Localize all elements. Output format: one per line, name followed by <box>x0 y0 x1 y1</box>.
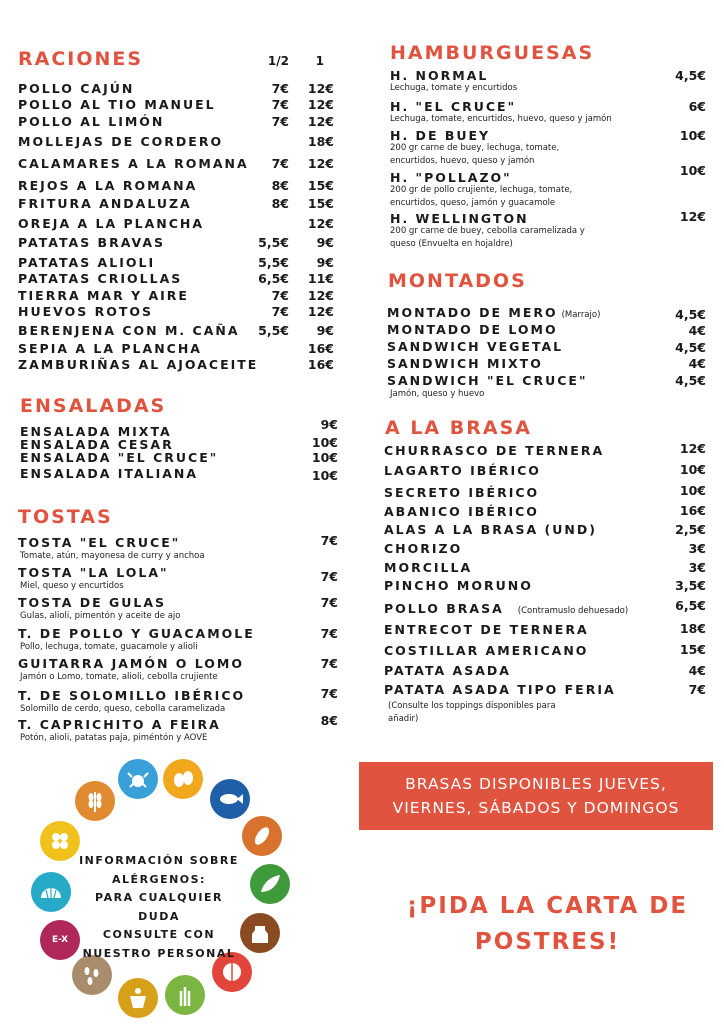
hamburguesa-name: H. NORMAL <box>390 68 489 83</box>
brasa-name-text: COSTILLAR AMERICANO <box>384 643 589 658</box>
brasa-price: 16€ <box>679 503 706 518</box>
montado-name <box>387 339 563 354</box>
tosta-desc: Miel, queso y encurtidos <box>20 581 124 591</box>
brasa-name <box>384 601 628 616</box>
tosta-price: 7€ <box>320 569 338 584</box>
brasa-name-text: PATATA ASADA TIPO FERIA <box>384 682 616 697</box>
racion-name: REJOS A LA ROMANA <box>18 178 198 193</box>
gluten-icon <box>75 781 115 821</box>
racion-price-half: 7€ <box>271 81 289 96</box>
tosta-desc: Tomate, atún, mayonesa de curry y anchoa <box>20 551 205 561</box>
montado-note: (Marrajo) <box>561 310 601 320</box>
hamburguesas-title: HAMBURGUESAS <box>390 42 595 64</box>
racion-price-half: 8€ <box>271 178 289 193</box>
racion-name: POLLO AL LIMÓN <box>18 114 165 129</box>
brasa-price: 18€ <box>679 621 706 636</box>
tosta-desc: Potón, alioli, patatas paja, piméntón y AOVE <box>20 733 208 743</box>
brasa-price: 10€ <box>679 462 706 477</box>
racion-price-full: 11€ <box>307 271 334 286</box>
allergen-line-2: ALÉRGENOS: <box>112 872 206 886</box>
montado-price: 4€ <box>688 323 706 338</box>
racion-name: FRITURA ANDALUZA <box>18 196 192 211</box>
racion-price-half: 5,5€ <box>258 255 289 270</box>
brasa-name-text: CHURRASCO DE TERNERA <box>384 443 605 458</box>
racion-name: POLLO AL TIO MANUEL <box>18 97 216 112</box>
tosta-name: TOSTA "EL CRUCE" <box>18 535 181 550</box>
hamburguesa-name: H. WELLINGTON <box>390 211 529 226</box>
hamburguesa-desc-2: encurtidos, huevo, queso y jamón <box>390 156 535 166</box>
ensalada-price: 9€ <box>320 417 338 432</box>
celery-icon <box>165 975 205 1015</box>
hamburguesa-desc-2: queso (Envuelta en hojaldre) <box>390 239 513 249</box>
brasa-name-text: PATATA ASADA <box>384 663 511 678</box>
allergen-line-1: INFORMACIÓN SOBRE <box>79 854 239 867</box>
racion-price-full: 9€ <box>316 235 334 250</box>
ensalada-price: 10€ <box>311 435 338 450</box>
montados-title: MONTADOS <box>388 270 527 292</box>
brasa-name <box>384 578 533 593</box>
banner-line-1: BRASAS DISPONIBLES JUEVES, <box>405 775 667 793</box>
hamburguesa-price: 10€ <box>679 163 706 178</box>
racion-name: SEPIA A LA PLANCHA <box>18 341 202 356</box>
hamburguesa-price: 10€ <box>679 128 706 143</box>
milk-icon <box>240 913 280 953</box>
brasa-name <box>384 504 539 519</box>
racion-name: HUEVOS ROTOS <box>18 304 153 319</box>
brasa-name-text: ALAS A LA BRASA (UND) <box>384 522 597 537</box>
brasa-price: 3€ <box>688 541 706 556</box>
brasa-price: 3€ <box>688 560 706 575</box>
montado-price: 4,5€ <box>675 307 706 322</box>
hamburguesa-desc-2: encurtidos, queso, jamón y guacamole <box>390 198 556 208</box>
racion-price-full: 12€ <box>307 216 334 231</box>
tosta-price: 7€ <box>320 626 338 641</box>
racion-name: PATATAS ALIOLI <box>18 255 156 270</box>
tosta-price: 7€ <box>320 595 338 610</box>
hamburguesa-price: 4,5€ <box>675 68 706 83</box>
racion-price-full: 12€ <box>307 288 334 303</box>
brasa-price: 6,5€ <box>675 598 706 613</box>
brasas-banner <box>359 762 713 830</box>
brasa-price: 2,5€ <box>675 522 706 537</box>
sulphites-label: E-X <box>51 935 69 945</box>
tosta-name: TOSTA DE GULAS <box>18 595 167 610</box>
tosta-name: GUITARRA JAMÓN O LOMO <box>18 656 244 671</box>
tosta-price: 7€ <box>320 686 338 701</box>
brasa-name-text: MORCILLA <box>384 560 473 575</box>
hamburguesa-name: H. DE BUEY <box>390 128 491 143</box>
brasa-name-text: LAGARTO IBÉRICO <box>384 463 541 478</box>
postres-callout <box>395 888 700 960</box>
tosta-desc: Pollo, lechuga, tomate, guacamole y alioli <box>20 642 198 652</box>
tosta-price: 7€ <box>320 656 338 671</box>
racion-name: OREJA A LA PLANCHA <box>18 216 205 231</box>
brasa-price: 10€ <box>679 483 706 498</box>
racion-price-full: 12€ <box>307 156 334 171</box>
racion-price-full: 9€ <box>316 323 334 338</box>
racion-price-full: 12€ <box>307 97 334 112</box>
montado-name-text: MONTADO DE LOMO <box>387 322 558 337</box>
montado-name <box>387 373 587 388</box>
ensalada-name: ENSALADA MIXTA <box>20 424 172 439</box>
hamburguesa-price: 6€ <box>688 99 706 114</box>
brasa-price: 15€ <box>679 642 706 657</box>
racion-name: BERENJENA CON M. CAÑA <box>18 323 240 338</box>
soy-icon <box>250 864 290 904</box>
racion-name: POLLO CAJÚN <box>18 81 135 96</box>
brasa-name-text: PINCHO MORUNO <box>384 578 533 593</box>
brasa-note: (Contramuslo dehuesado) <box>517 606 629 616</box>
racion-price-full: 16€ <box>307 357 334 372</box>
hamburguesa-name: H. "POLLAZO" <box>390 170 512 185</box>
racion-price-full: 12€ <box>307 304 334 319</box>
racion-price-full: 12€ <box>307 114 334 129</box>
brasa-name <box>384 622 589 637</box>
brasa-name <box>384 522 597 537</box>
montado-price: 4€ <box>688 356 706 371</box>
brasa-name <box>384 663 511 678</box>
raciones-title: RACIONES <box>18 48 144 70</box>
tosta-desc: Gulas, alioli, pimentón y aceite de ajo <box>20 611 181 621</box>
montado-name-text: SANDWICH "EL CRUCE" <box>387 373 588 388</box>
fish-icon <box>210 779 250 819</box>
ensaladas-title: ENSALADAS <box>20 395 167 417</box>
crustaceans-icon <box>118 759 158 799</box>
lupin-icon <box>40 821 80 861</box>
brasa-name-text: ENTRECOT DE TERNERA <box>384 622 589 637</box>
hamburguesa-price: 12€ <box>679 209 706 224</box>
ensalada-name: ENSALADA CESAR <box>20 437 174 452</box>
montados-last-desc: Jamón, queso y huevo <box>390 389 485 399</box>
montado-price: 4,5€ <box>675 373 706 388</box>
tosta-name: T. DE SOLOMILLO IBÉRICO <box>18 688 246 703</box>
hamburguesa-desc-1: 200 gr de pollo crujiente, lechuga, tomate, <box>390 185 573 195</box>
racion-price-full: 12€ <box>307 81 334 96</box>
brasa-name <box>384 443 604 458</box>
brasa-price: 7€ <box>688 682 706 697</box>
racion-price-half: 7€ <box>271 156 289 171</box>
racion-name: ZAMBURIÑAS AL AJOACEITE <box>18 357 259 372</box>
hamburguesa-name: H. "EL CRUCE" <box>390 99 517 114</box>
montado-name-text: SANDWICH MIXTO <box>387 356 543 371</box>
postres-line-1: ¡PIDA LA CARTA DE <box>406 893 689 919</box>
racion-price-full: 16€ <box>307 341 334 356</box>
racion-name: TIERRA MAR Y AIRE <box>18 288 189 303</box>
eggs-icon <box>163 759 203 799</box>
brasa-price: 12€ <box>679 441 706 456</box>
raciones-col-full: 1 <box>315 54 324 68</box>
hamburguesa-desc-1: Lechuga, tomate y encurtidos <box>390 83 518 93</box>
tosta-desc: Jamón o Lomo, tomate, alioli, cebolla crujiente <box>20 672 218 682</box>
racion-price-full: 9€ <box>316 255 334 270</box>
montado-name-text: MONTADO DE MERO <box>387 305 558 320</box>
tosta-price: 7€ <box>320 533 338 548</box>
racion-price-half: 7€ <box>271 304 289 319</box>
postres-line-2: POSTRES! <box>474 929 621 955</box>
racion-name: PATATAS CRIOLLAS <box>18 271 183 286</box>
racion-price-full: 15€ <box>307 196 334 211</box>
racion-price-half: 5,5€ <box>258 323 289 338</box>
allergen-info-text <box>76 852 242 963</box>
brasa-last-desc-2: añadir) <box>388 714 419 724</box>
tosta-price: 8€ <box>320 713 338 728</box>
ensalada-price: 10€ <box>311 450 338 465</box>
tosta-name: T. DE POLLO Y GUACAMOLE <box>18 626 255 641</box>
raciones-col-half: 1/2 <box>267 54 289 68</box>
brasa-name-text: ABANICO IBÉRICO <box>384 504 539 519</box>
montado-name <box>387 356 543 371</box>
brasa-name <box>384 463 541 478</box>
montado-name <box>387 322 558 337</box>
brasa-name-text: CHORIZO <box>384 541 463 556</box>
racion-name: CALAMARES A LA ROMANA <box>18 156 249 171</box>
tosta-name: TOSTA "LA LOLA" <box>18 565 169 580</box>
brasa-last-desc-1: (Consulte los toppings disponibles para <box>388 701 556 711</box>
brasa-name-text: SECRETO IBÉRICO <box>384 485 540 500</box>
hamburguesa-desc-1: 200 gr carne de buey, cebolla caramelizada y <box>390 226 585 236</box>
montado-name <box>387 305 600 320</box>
brasa-price: 4€ <box>688 663 706 678</box>
sulphites-icon <box>40 920 80 960</box>
racion-name: MOLLEJAS DE CORDERO <box>18 134 224 149</box>
brasa-name <box>384 682 616 697</box>
hamburguesa-desc-1: Lechuga, tomate, encurtidos, huevo, queso y jamón <box>390 114 612 124</box>
racion-price-half: 7€ <box>271 114 289 129</box>
racion-price-full: 15€ <box>307 178 334 193</box>
ensalada-name: ENSALADA ITALIANA <box>20 466 199 481</box>
peanuts-icon <box>242 816 282 856</box>
hamburguesa-desc-1: 200 gr carne de buey, lechuga, tomate, <box>390 143 560 153</box>
racion-price-half: 8€ <box>271 196 289 211</box>
brasa-name <box>384 541 462 556</box>
brasa-name <box>384 485 539 500</box>
brasa-title: A LA BRASA <box>385 417 532 439</box>
tostas-title: TOSTAS <box>18 506 113 528</box>
racion-price-half: 7€ <box>271 288 289 303</box>
banner-line-2: VIERNES, SÁBADOS Y DOMINGOS <box>392 799 680 817</box>
brasa-name-text: POLLO BRASA <box>384 601 504 616</box>
racion-price-half: 7€ <box>271 97 289 112</box>
brasa-price: 3,5€ <box>675 578 706 593</box>
molluscs-icon <box>31 872 71 912</box>
racion-name: PATATAS BRAVAS <box>18 235 166 250</box>
ensalada-name: ENSALADA "EL CRUCE" <box>20 450 219 465</box>
montado-price: 4,5€ <box>675 340 706 355</box>
ensalada-price: 10€ <box>311 468 338 483</box>
tosta-name: T. CAPRICHITO A FEIRA <box>18 717 221 732</box>
allergen-line-5: NUESTRO PERSONAL <box>82 946 236 960</box>
allergen-line-4: CONSULTE CON <box>102 928 216 941</box>
brasa-name <box>384 560 472 575</box>
brasa-name <box>384 643 588 658</box>
racion-price-full: 18€ <box>307 134 334 149</box>
allergen-line-3: PARA CUALQUIER DUDA <box>95 891 223 923</box>
racion-price-half: 5,5€ <box>258 235 289 250</box>
montado-name-text: SANDWICH VEGETAL <box>387 339 564 354</box>
racion-price-half: 6,5€ <box>258 271 289 286</box>
tosta-desc: Solomillo de cerdo, queso, cebolla caramelizada <box>20 704 226 714</box>
mustard-icon <box>118 978 158 1018</box>
